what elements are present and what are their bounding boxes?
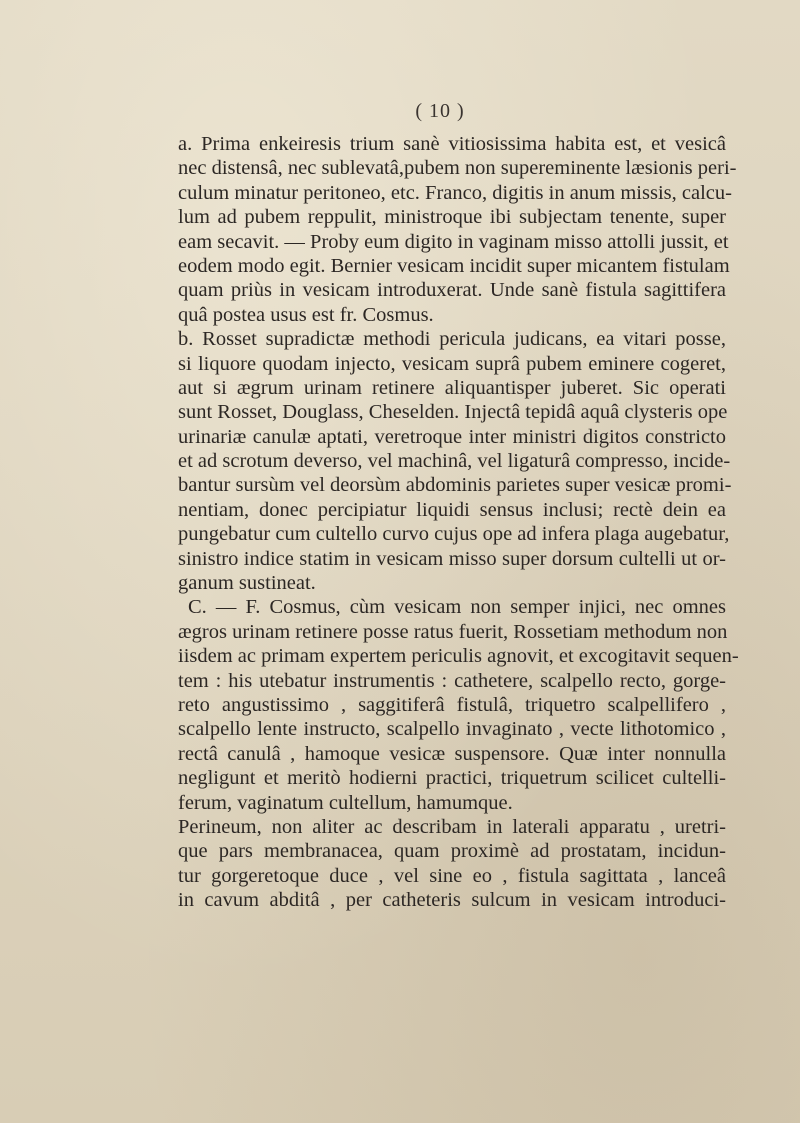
text-line: rectâ canulâ , hamoque vesicæ suspensore. Quæ inter nonnulla [178, 742, 726, 765]
text-line: culum minatur peritoneo, etc. Franco, digitis in anum missis, calcu- [178, 181, 732, 204]
text-line: scalpello lente instructo, scalpello invaginato , vecte lithotomico , [178, 718, 726, 741]
paragraph-a [178, 132, 737, 327]
text-line: eam secavit. — Proby eum digito in vaginam misso attolli jussit, et [178, 230, 729, 253]
text-line: C. — F. Cosmus, cùm vesicam non semper injici, nec omnes [188, 596, 726, 619]
paragraph-b [178, 327, 732, 595]
text-line: sunt Rosset, Douglass, Cheselden. Injectâ tepidâ aquâ clysteris ope [178, 401, 728, 424]
paragraph-c [178, 595, 739, 815]
text-line: urinariæ canulæ aptati, veretroque inter ministri digitos constricto [178, 425, 726, 448]
text-line: ganum sustineat. [178, 572, 316, 595]
text-line: b. Rosset supradictæ methodi pericula judicans, ea vitari posse, [178, 328, 726, 351]
text-line: sinistro indice statim in vesicam misso super dorsum cultelli ut or- [178, 547, 726, 570]
text-line: que pars membranacea, quam proximè ad prostatam, incidun- [178, 840, 726, 863]
paragraph-d [178, 815, 726, 913]
text-line: tur gorgeretoque duce , vel sine eo , fistula sagittata , lanceâ [178, 864, 726, 887]
text-line: aut si ægrum urinam retinere aliquantisper juberet. Sic operati [178, 376, 726, 399]
text-line: bantur sursùm vel deorsùm abdominis parietes super vesicæ promi- [178, 474, 732, 497]
text-line: ferum, vaginatum cultellum, hamumque. [178, 791, 513, 814]
text-line: ægros urinam retinere posse ratus fuerit, Rossetiam methodum non [178, 620, 728, 643]
text-line: quâ postea usus est fr. Cosmus. [178, 303, 434, 326]
text-line: Perineum, non aliter ac describam in laterali apparatu , uretri- [178, 815, 726, 838]
text-line: tem : his utebatur instrumentis : cathetere, scalpello recto, gorge- [178, 669, 726, 692]
text-line: si liquore quodam injecto, vesicam suprâ pubem eminere cogeret, [178, 352, 726, 375]
text-line: reto angustissimo , saggitiferâ fistulâ, triquetro scalpellifero , [178, 693, 726, 716]
text-line: nec distensâ, nec sublevatâ,pubem non supereminente læsionis peri- [178, 157, 737, 180]
text-line: pungebatur cum cultello curvo cujus ope ad infera plaga augebatur, [178, 523, 730, 546]
text-line: quam priùs in vesicam introduxerat. Unde sanè fistula sagittifera [178, 279, 726, 302]
body-text [178, 132, 739, 913]
text-line: eodem modo egit. Bernier vesicam incidit super micantem fistulam [178, 254, 730, 277]
page-number: ( 10 ) [415, 100, 465, 122]
text-line: a. Prima enkeiresis trium sanè vitiosissima habita est, et vesicâ [178, 133, 726, 155]
text-line: et ad scrotum deverso, vel machinâ, vel ligaturâ compresso, incide- [178, 450, 731, 473]
text-line: nentiam, donec percipiatur liquidi sensus inclusi; rectè dein ea [178, 498, 726, 521]
text-line: lum ad pubem reppulit, ministroque ibi subjectam tenente, super [178, 206, 726, 229]
text-line: negligunt et meritò hodierni practici, triquetrum scilicet cultelli- [178, 767, 726, 790]
text-line: iisdem ac primam expertem periculis agnovit, et excogitavit sequen- [178, 645, 739, 668]
text-line: in cavum abditâ , per catheteris sulcum in vesicam introduci- [178, 889, 726, 912]
